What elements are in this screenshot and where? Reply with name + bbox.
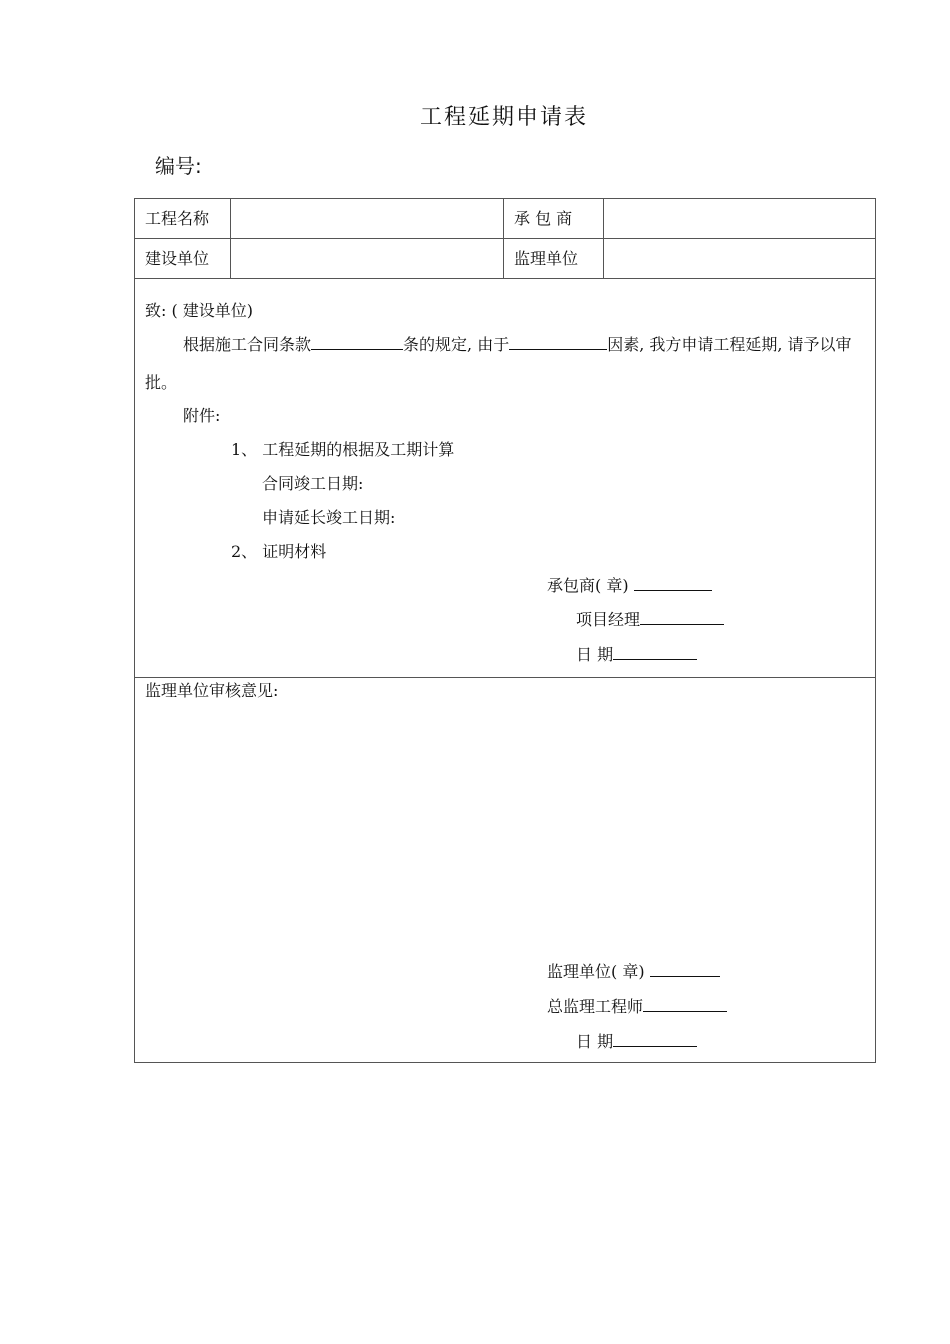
supervisor-seal-label: 监理单位( 章) xyxy=(547,962,645,981)
review-date-label: 日 期 xyxy=(576,1032,614,1051)
request-body-line xyxy=(183,335,852,355)
contractor-seal-blank[interactable] xyxy=(634,576,712,591)
attachment-item-2: 2、 证明材料 xyxy=(231,542,327,561)
chief-engineer-label: 总监理工程师 xyxy=(547,997,644,1016)
owner-unit-label: 建设单位 xyxy=(145,249,210,268)
project-name-field[interactable] xyxy=(230,199,503,238)
review-opinion-heading: 监理单位审核意见: xyxy=(145,681,279,700)
review-date-blank[interactable] xyxy=(613,1032,697,1047)
clause-number-blank[interactable] xyxy=(311,335,403,350)
chief-engineer-blank[interactable] xyxy=(643,997,727,1012)
attachment-item-1: 1、 工程延期的根据及工期计算 xyxy=(231,440,455,459)
supervisor-unit-field[interactable] xyxy=(603,239,875,278)
contractor-seal-label: 承包商( 章) xyxy=(547,576,629,595)
request-text-part2: 条的规定, 由于 xyxy=(403,335,510,354)
reason-blank[interactable] xyxy=(509,335,607,350)
section-divider xyxy=(135,677,875,678)
form-title: 工程延期申请表 xyxy=(419,105,588,130)
supervisor-seal-blank[interactable] xyxy=(650,962,720,977)
project-manager-label: 项目经理 xyxy=(576,610,641,629)
chief-engineer-line xyxy=(547,997,727,1017)
extended-completion-date-label: 申请延长竣工日期: xyxy=(262,508,396,527)
owner-unit-field[interactable] xyxy=(230,239,503,278)
serial-number-label: 编号: xyxy=(155,154,202,178)
application-date-label: 日 期 xyxy=(576,645,614,664)
contractor-field[interactable] xyxy=(603,199,875,238)
project-name-label: 工程名称 xyxy=(145,209,210,228)
contract-completion-date-label: 合同竣工日期: xyxy=(262,474,364,493)
supervisor-unit-label: 监理单位 xyxy=(503,239,603,278)
addressee-line: 致: ( 建设单位) xyxy=(145,301,254,320)
application-form xyxy=(134,198,876,1063)
contractor-seal-line xyxy=(547,576,712,596)
contractor-label: 承 包 商 xyxy=(503,199,603,238)
supervisor-seal-line xyxy=(547,962,720,982)
info-row-project xyxy=(135,199,875,239)
info-row-owner xyxy=(135,239,875,279)
application-date-line xyxy=(576,645,697,665)
project-manager-blank[interactable] xyxy=(640,610,724,625)
request-text-part1: 根据施工合同条款 xyxy=(183,335,312,354)
project-manager-line xyxy=(576,610,724,630)
attachments-label: 附件: xyxy=(183,406,221,425)
request-body-end: 批。 xyxy=(145,373,178,392)
review-date-line xyxy=(576,1032,697,1052)
application-date-blank[interactable] xyxy=(613,645,697,660)
request-text-part3: 因素, 我方申请工程延期, 请予以审 xyxy=(607,335,852,354)
